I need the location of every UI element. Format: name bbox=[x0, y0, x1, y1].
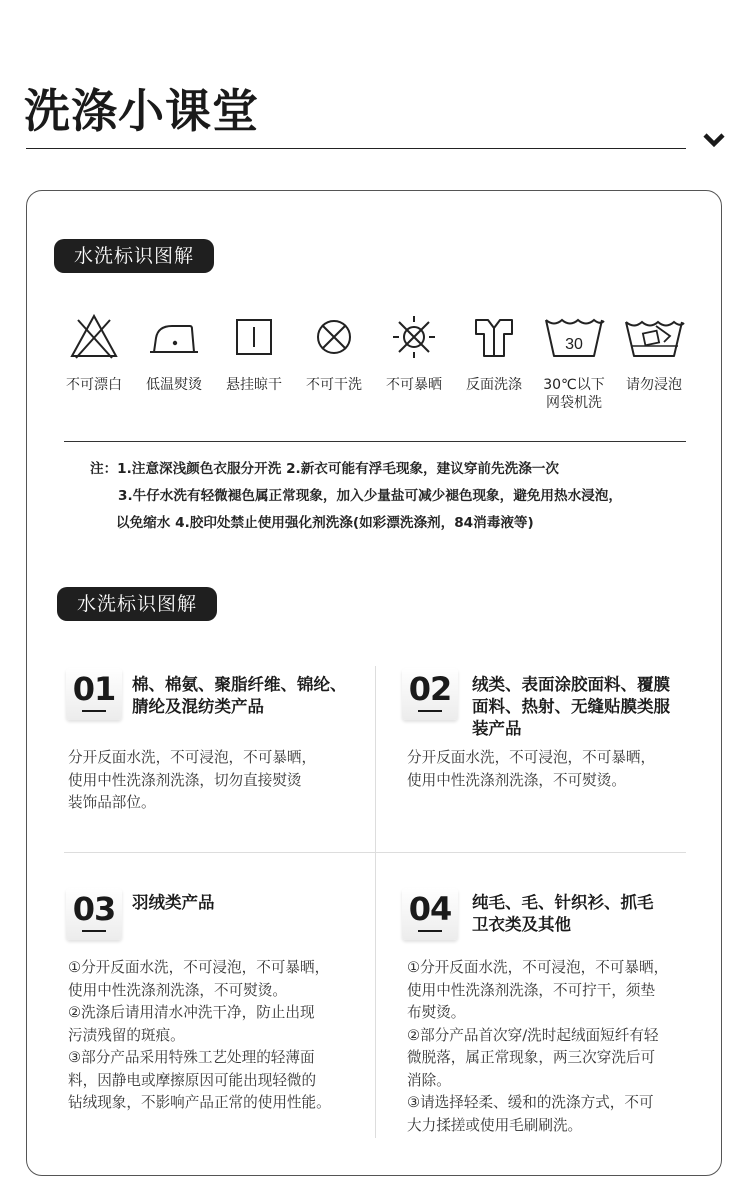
care-body-line: 使用中性洗涤剂洗涤，切勿直接熨烫 bbox=[68, 771, 302, 789]
care-number: 02 bbox=[408, 670, 452, 708]
care-title-line: 面料、热射、无缝贴膜类服 bbox=[472, 697, 670, 716]
page-title: 洗涤小课堂 bbox=[24, 84, 259, 138]
symbol-label-text: 30℃以下网袋机洗 bbox=[543, 377, 605, 411]
reverse-wash-icon bbox=[462, 312, 526, 362]
care-body-line: 使用中性洗涤剂洗涤，不可拧干，须垫 bbox=[407, 981, 656, 999]
wash-30-icon bbox=[542, 312, 606, 362]
care-number: 03 bbox=[72, 890, 116, 928]
symbol-label bbox=[534, 376, 614, 412]
no-bleach-icon bbox=[62, 312, 126, 362]
symbol-label: 不可漂白 bbox=[66, 377, 122, 393]
care-body-line: ③请选择轻柔、缓和的洗涤方式，不可 bbox=[407, 1094, 654, 1111]
care-body bbox=[407, 957, 668, 1137]
care-body-line: 分开反面水洗，不可浸泡，不可暴晒， bbox=[68, 749, 317, 766]
care-body-line: 消除。 bbox=[407, 1071, 451, 1089]
care-body-line: 污渍残留的斑痕。 bbox=[68, 1026, 185, 1044]
care-body bbox=[407, 747, 655, 792]
symbol-no-bleach bbox=[54, 312, 134, 395]
care-body-line: ①分开反面水洗，不可浸泡，不可暴晒， bbox=[407, 959, 669, 976]
symbol-line-dry bbox=[214, 312, 294, 395]
no-dry-clean-icon bbox=[302, 312, 366, 362]
care-body-line: ②部分产品首次穿/洗时起绒面短纤有轻 bbox=[407, 1026, 659, 1044]
no-sun-dry-icon bbox=[382, 312, 446, 362]
note-line: 3.牛仔水洗有轻微褪色属正常现象，加入少量盐可减少褪色现象，避免用热水浸泡， bbox=[118, 488, 622, 504]
note-line: 以免缩水 4.胶印处禁止使用强化剂洗涤(如彩漂洗涤剂，84消毒液等) bbox=[116, 515, 534, 531]
symbol-label: 反面洗涤 bbox=[466, 377, 522, 393]
care-number-badge bbox=[402, 668, 458, 720]
care-title-line: 卫衣类及其他 bbox=[472, 915, 571, 934]
note-line: 注：1.注意深浅颜色衣服分开洗 2.新衣可能有浮毛现象，建议穿前先洗涤一次 bbox=[90, 461, 559, 477]
care-body-line: 钻绒现象，不影响产品正常的使用性能。 bbox=[68, 1094, 331, 1111]
care-body-line: 使用中性洗涤剂洗涤，不可熨烫。 bbox=[68, 981, 287, 999]
number-underline bbox=[82, 930, 106, 932]
line-dry-icon bbox=[222, 312, 286, 362]
symbol-low-iron bbox=[134, 312, 214, 395]
symbol-label: 低温熨烫 bbox=[146, 377, 202, 393]
washing-notes bbox=[90, 456, 690, 537]
low-iron-icon bbox=[142, 312, 206, 362]
care-title-line: 腈纶及混纺类产品 bbox=[132, 697, 264, 716]
care-body bbox=[68, 957, 331, 1115]
care-body-line: ②洗涤后请用清水冲洗干净，防止出现 bbox=[68, 1004, 315, 1021]
number-underline bbox=[418, 710, 442, 712]
care-body-line: 布熨烫。 bbox=[407, 1004, 466, 1021]
care-section-label: 水洗标识图解 bbox=[57, 587, 217, 621]
symbol-no-dry-clean bbox=[294, 312, 374, 395]
care-body-line: 使用中性洗涤剂洗涤，不可熨烫。 bbox=[407, 771, 626, 789]
symbol-no-sun-dry bbox=[374, 312, 454, 395]
care-title-line: 棉、棉氨、聚脂纤维、锦纶、 bbox=[132, 675, 347, 694]
care-title-line: 纯毛、毛、针织衫、抓毛 bbox=[472, 893, 654, 912]
care-body-line: 料，因静电或摩擦原因可能出现轻微的 bbox=[68, 1071, 317, 1089]
care-number-badge bbox=[66, 888, 122, 940]
care-number-badge bbox=[402, 888, 458, 940]
symbol-no-soak bbox=[614, 312, 694, 395]
care-title bbox=[472, 674, 670, 740]
care-title-line: 绒类、表面涂胶面料、覆膜 bbox=[472, 675, 670, 694]
chevron-down-icon[interactable] bbox=[700, 126, 728, 154]
symbols-divider bbox=[64, 441, 686, 442]
symbol-reverse-wash bbox=[454, 312, 534, 395]
symbol-label: 悬挂晾干 bbox=[226, 377, 282, 393]
care-number: 01 bbox=[72, 670, 116, 708]
number-underline bbox=[418, 930, 442, 932]
care-body-line: 微脱落，属正常现象，两三次穿洗后可 bbox=[407, 1049, 656, 1066]
care-title bbox=[132, 892, 215, 914]
care-body-line: 大力揉搓或使用毛刷刷洗。 bbox=[407, 1116, 583, 1134]
symbol-label: 不可干洗 bbox=[306, 377, 362, 393]
title-underline bbox=[26, 148, 686, 149]
care-body bbox=[68, 747, 316, 815]
symbol-wash-30 bbox=[534, 312, 614, 412]
grid-horizontal-divider bbox=[64, 852, 686, 853]
care-title-line: 装产品 bbox=[472, 719, 522, 738]
care-body-line: ①分开反面水洗，不可浸泡，不可暴晒， bbox=[68, 959, 330, 976]
care-number-badge bbox=[66, 668, 122, 720]
care-number: 04 bbox=[408, 890, 452, 928]
care-body-line: ③部分产品采用特殊工艺处理的轻薄面 bbox=[68, 1049, 315, 1066]
care-body-line: 分开反面水洗，不可浸泡，不可暴晒， bbox=[407, 749, 656, 766]
symbols-section-label: 水洗标识图解 bbox=[54, 239, 214, 273]
grid-vertical-divider bbox=[375, 666, 376, 1138]
care-title bbox=[472, 892, 654, 936]
symbol-label: 请勿浸泡 bbox=[626, 377, 682, 393]
number-underline bbox=[82, 710, 106, 712]
no-soak-icon bbox=[622, 312, 686, 362]
symbol-label: 不可暴晒 bbox=[386, 377, 442, 393]
care-title-line: 羽绒类产品 bbox=[132, 893, 215, 912]
care-title bbox=[132, 674, 347, 718]
wash-temperature: 30 bbox=[565, 336, 583, 353]
care-body-line: 装饰品部位。 bbox=[68, 794, 156, 811]
